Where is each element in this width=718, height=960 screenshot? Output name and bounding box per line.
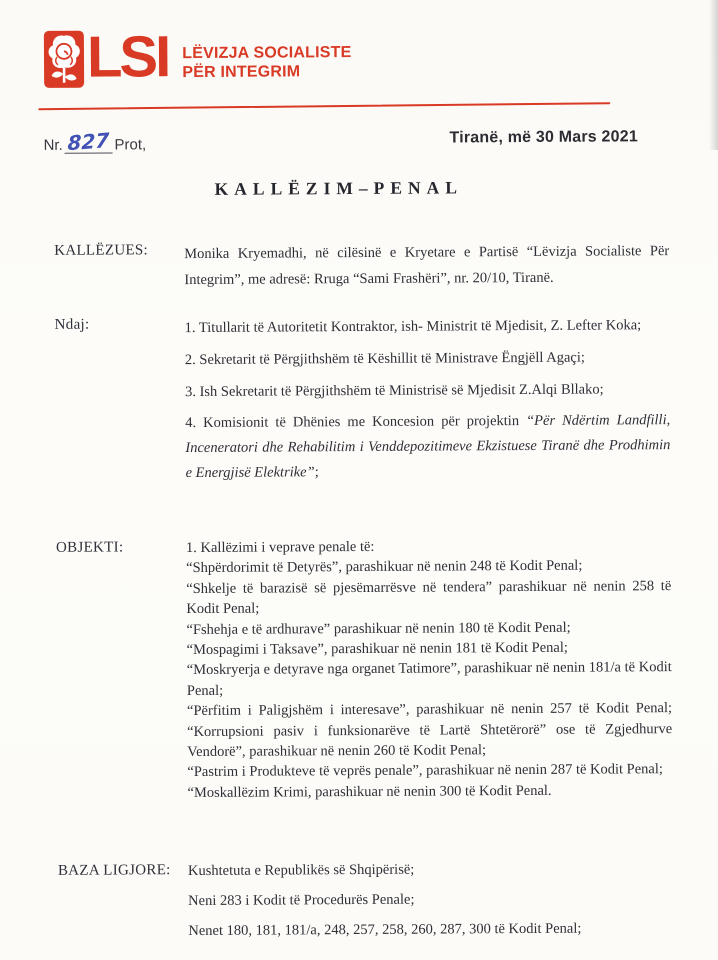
offense-line-8: “Pastrim i Produkteve të veprës penale”, parashikuar në nenin 287 të Kodit Penal; (187, 761, 663, 781)
respondent-item-4-lead: 4. Komisionit të Dhënies me Koncesion për projektin (185, 412, 527, 432)
offense-line-4: “Fshehja e të ardhurave” parashikuar në nenin 180 të Kodit Penal; (186, 619, 571, 638)
project-title-italic: “Për Ndërtim Landfilli, Inceneratori dhe Rehabilitim i Venddepozitimeve Ekzistuese Tiranë dhe Prodhimin e Energjisë Elektrike” (185, 412, 671, 482)
section-objekti-body (186, 535, 673, 803)
header-rule (38, 102, 610, 110)
document-title: KALLËZIM–PENAL (214, 177, 464, 199)
section-kallezues-label: KALLËZUES: (54, 242, 149, 259)
protocol-prefix: Nr. (43, 136, 63, 154)
legal-basis-line-2: Neni 283 i Kodit të Procedurës Penale; (188, 891, 415, 910)
brand-tagline (182, 29, 352, 82)
section-ndaj (55, 312, 671, 493)
dateline: Tiranë, më 30 Mars 2021 (449, 128, 638, 147)
section-objekti-label: OBJEKTI: (55, 539, 124, 556)
protocol-line (43, 128, 147, 156)
section-kallezues (54, 238, 669, 294)
section-kallezues-body (184, 238, 669, 293)
offense-line-9: “Moskallëzim Krimi, parashikuar në nenin 300 të Kodit Penal. (187, 782, 552, 801)
respondent-item-4 (185, 408, 670, 486)
section-ndaj-body (185, 312, 671, 492)
respondent-item-3: 3. Ish Sekretarit të Përgjithshëm të Ministrisë së Mjedisit Z.Alqi Bllako; (184, 381, 604, 401)
respondent-item-2: 2. Sekretarit të Përgjithshëm të Këshillit të Ministrave Ëngjëll Agaçi; (184, 349, 585, 369)
offense-line-2: “Shpërdorimit të Detyrës”, parashikuar në nenin 248 të Kodit Penal; (186, 558, 583, 577)
protocol-number-field (65, 128, 113, 156)
section-baza-label: BAZA LIGJORE: (57, 862, 171, 879)
brand-logo (44, 24, 352, 90)
offense-line-5: “Mospagimi i Taksave”, parashikuar në nenin 181 të Kodit Penal; (186, 639, 568, 659)
section-ndaj-label: Ndaj: (54, 316, 90, 333)
section-baza-body (188, 858, 674, 951)
brand-tagline-line2: PËR INTEGRIM (182, 63, 301, 82)
brand-abbreviation: LSI (86, 24, 169, 90)
complainant-paragraph: Monika Kryemadhi, në cilësinë e Kryetare e Partisë “Lëvizja Socialiste Për Integrim”, me adresë: Rruga “Sami Frashëri”, nr. 20/10, Tiranë. (184, 243, 670, 289)
brand-tagline-line1: LËVIZJA SOCIALISTE (182, 44, 352, 63)
legal-basis-line-3: Nenet 180, 181, 181/a, 248, 257, 258, 260, 287, 300 të Kodit Penal; (188, 920, 582, 940)
section-objekti (56, 535, 673, 804)
offense-line-3: “Shkelje të barazisë së pjesëmarrësve në tendera” parashikuar në nenin 258 të Kodit Penal; (186, 577, 672, 618)
offense-line-6: “Moskryerja e detyrave nga organet Tatimore”, parashikuar në nenin 181/a të Kodit Penal; (186, 659, 672, 699)
respondent-item-1: 1. Titullarit të Autoritetit Kontraktor, ish- Ministrit të Mjedisit, Z. Lefter Koka; (184, 317, 642, 337)
respondent-item-4-tail: ; (314, 464, 319, 481)
protocol-number-handwritten: 827 (67, 128, 110, 156)
offense-line-1: 1. Kallëzimi i veprave penale të: (185, 538, 375, 557)
protocol-suffix: Prot, (114, 136, 147, 154)
section-baza-ligjore (58, 858, 674, 952)
legal-basis-line-1: Kushtetuta e Republikës së Shqipërisë; (187, 861, 415, 880)
offense-line-7: “Përfitim i Paligjshëm i interesave”, parashikuar në nenin 257 të Kodit Penal; “Korrupsioni pasiv i funksionarëve të Lartë Shtetërorë” ose të Zgjedhurve Vendorë”, parashikuar në nenin 260 të Kodit Penal; (186, 700, 673, 761)
rose-icon (44, 31, 84, 88)
